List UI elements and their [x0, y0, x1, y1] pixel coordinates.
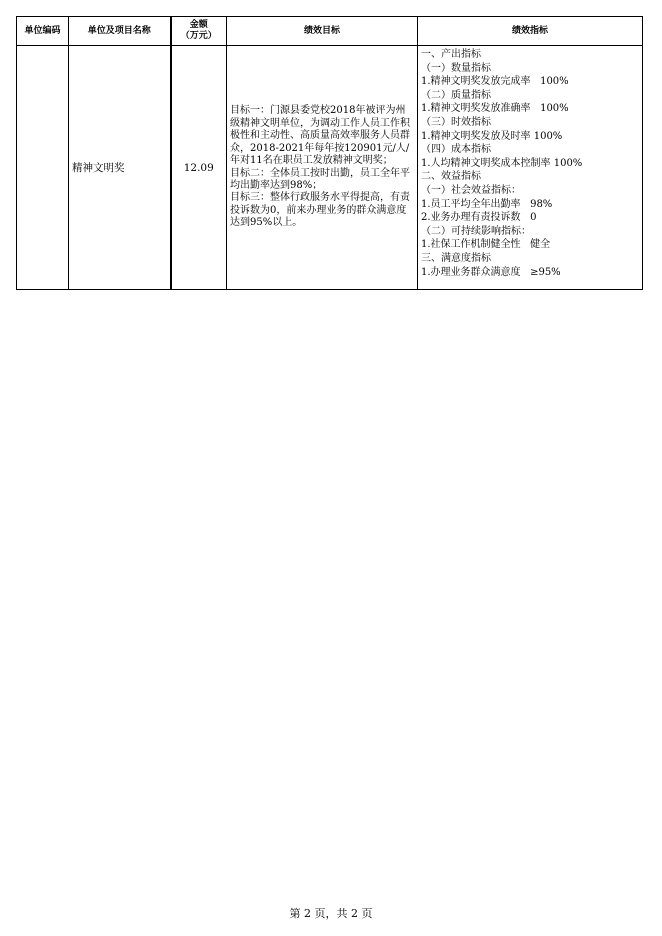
indicator-line: 二、效益指标	[421, 171, 481, 183]
header-performance-goal: 绩效目标	[227, 17, 418, 46]
goal-item: 目标一：门源县委党校2018年被评为州级精神文明单位，为调动工作人员工作积极性和主动性、高质量高效率服务人员群众，2018-2021年每年按120901元/人/年对11名在职员工发放精神文明奖；	[230, 105, 410, 167]
goal-item: 目标二：全体员工按时出勤，员工全年平均出勤率达到98%；	[230, 167, 410, 191]
cell-performance-indicators	[418, 46, 643, 290]
header-amount-line1: 金额	[189, 20, 208, 30]
cell-unit-code	[17, 46, 69, 290]
indicator-line: 1.精神文明奖发放完成率 100%	[421, 76, 569, 88]
indicator-line: 1.精神文明奖发放及时率 100%	[421, 130, 563, 142]
indicator-line: 三、满意度指标	[421, 252, 491, 264]
indicator-line: （四）成本指标	[421, 144, 491, 156]
page-number-footer: 第 2 页，共 2 页	[289, 907, 373, 920]
indicator-line: 2.业务办理有责投诉数 0	[421, 212, 537, 224]
performance-table	[16, 16, 643, 290]
header-unit-code: 单位编码	[17, 17, 69, 46]
table-header-row	[17, 17, 643, 46]
header-amount-line2: （万元）	[180, 31, 217, 41]
cell-project-name: 精神文明奖	[69, 46, 171, 290]
indicator-line: （一）数量指标	[421, 62, 491, 74]
indicator-line: （二）可持续影响指标：	[421, 225, 531, 237]
cell-amount: 12.09	[171, 46, 227, 290]
header-performance-indicator: 绩效指标	[418, 17, 643, 46]
cell-performance-goals	[227, 46, 418, 290]
indicator-line: 一、产出指标	[421, 49, 481, 60]
indicator-line: 1.人均精神文明奖成本控制率 100%	[421, 157, 583, 169]
goal-item: 目标三：整体行政服务水平得提高，有责投诉数为0，前来办理业务的群众满意度达到95%以上。	[230, 192, 410, 229]
table-row	[17, 46, 643, 290]
header-amount	[171, 17, 227, 46]
header-unit-project-name: 单位及项目名称	[69, 17, 171, 46]
indicator-line: （三）时效指标	[421, 116, 491, 128]
indicator-line: 1.员工平均全年出勤率 98%	[421, 198, 553, 210]
indicator-line: 1.办理业务群众满意度 ≥95%	[421, 266, 561, 278]
performance-table-sheet	[16, 16, 642, 290]
indicator-line: （一）社会效益指标：	[421, 184, 521, 196]
indicator-line: （二）质量指标	[421, 89, 491, 101]
indicator-line: 1.社保工作机制健全性 健全	[421, 239, 551, 251]
indicator-line: 1.精神文明奖发放准确率 100%	[421, 103, 569, 115]
